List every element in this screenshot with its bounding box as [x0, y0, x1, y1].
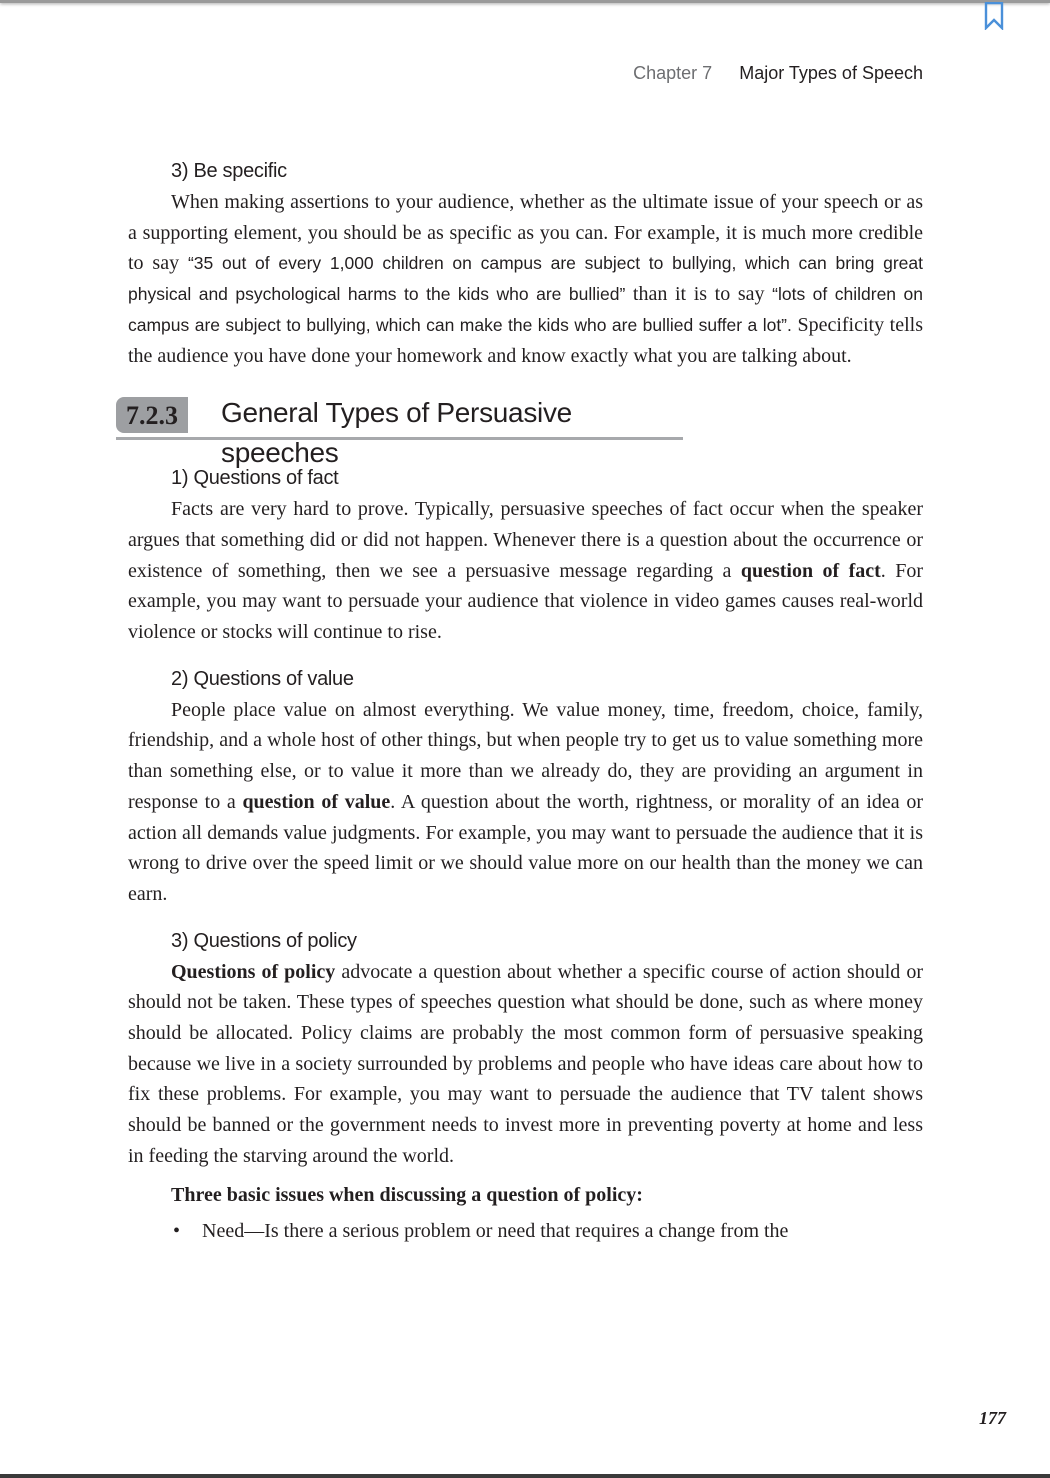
- subsection-heading: 2) Questions of value: [171, 667, 354, 690]
- questions-of-value-block: [128, 665, 923, 910]
- bookmark-icon[interactable]: [983, 2, 1005, 30]
- text-run: When making assertions to your audience, whether as the ultimate issue of your speech or as a supporting element, you should be as specific as you can. For example, it is much more credible to say: [128, 191, 923, 275]
- bold-term: question of fact: [740, 559, 881, 582]
- bullet-icon: •: [173, 1219, 181, 1242]
- section-title: General Types of Persuasive speeches: [221, 397, 572, 469]
- text-run: . For example, you may want to persuade your audience that violence in video games causes real-world violence or stocks will continue to rise.: [128, 559, 923, 644]
- bold-term: Questions of policy: [171, 960, 336, 983]
- running-header: [633, 63, 923, 84]
- subsection-paragraph: [128, 695, 923, 910]
- subsection-paragraph: [128, 494, 923, 648]
- subsection-heading: 1) Questions of fact: [171, 467, 339, 490]
- be-specific-block: [128, 157, 923, 371]
- bold-term: question of value: [242, 790, 391, 813]
- page-body: [128, 157, 923, 1246]
- page-number: 177: [979, 1408, 1006, 1428]
- list-item-text: Need—Is there a serious problem or need that requires a change from the: [202, 1219, 789, 1242]
- questions-of-policy-block: [128, 927, 923, 1172]
- section-number-badge: 7.2.3: [116, 397, 188, 433]
- viewer-top-edge: [0, 0, 1050, 3]
- text-run: . A question about the worth, rightness, or morality of an idea or action all demands value judgments. For example, you may want to persuade the audience that it is wrong to drive over the speed limit or we should value more on our health than the money we can earn.: [128, 790, 923, 905]
- subsection-paragraph: [128, 957, 923, 1172]
- list-item: [171, 1216, 923, 1246]
- questions-of-fact-block: [128, 464, 923, 648]
- chapter-label: Chapter 7: [633, 63, 713, 83]
- chapter-title: Major Types of Speech: [739, 63, 923, 83]
- text-run: Specificity tells the audience you have done your homework and know exactly what you are talking about.: [128, 313, 923, 367]
- text-run: Facts are very hard to prove. Typically, persuasive speeches of fact occur when the speaker argues that something did or did not happen. Whenever there is a question about the occurrence or existence of something, then we see a persuasive message regarding a: [128, 498, 923, 582]
- section-heading: [116, 393, 683, 469]
- text-run: advocate a question about whether a specific course of action should or should not be taken. These types of speeches question what should be done, such as where money should be allocated. Policy claims are probably the most common form of persuasive speaking because we live in a society surrounded by problems and people who have ideas care about how to fix these problems. For example, you may want to persuade the audience that TV talent shows should be banned or the government needs to invest more in preventing poverty at home and less in feeding the starving around the world.: [128, 960, 923, 1167]
- subsection-heading: 3) Be specific: [171, 160, 287, 182]
- text-run: “lots of children on campus are subject to bullying, which can make the kids who are bullied suffer a lot”.: [128, 284, 923, 335]
- viewer-bottom-edge: [0, 1474, 1050, 1478]
- subsection-heading: 3) Questions of policy: [171, 929, 357, 952]
- be-specific-paragraph: [128, 187, 923, 371]
- text-run: People place value on almost everything. We value money, time, freedom, choice, family, friendship, and a whole host of other things, but when people try to get us to value something more than something else, or to value it more than we already do, they are providing an argument in response to a: [128, 698, 923, 813]
- text-run: “35 out of every 1,000 children on campus are subject to bullying, which can bring great physical and psychological harms to the kids who are bullied”: [128, 253, 923, 305]
- policy-issues-lead: Three basic issues when discussing a question of policy:: [171, 1183, 643, 1206]
- text-run: than it is to say: [625, 283, 773, 306]
